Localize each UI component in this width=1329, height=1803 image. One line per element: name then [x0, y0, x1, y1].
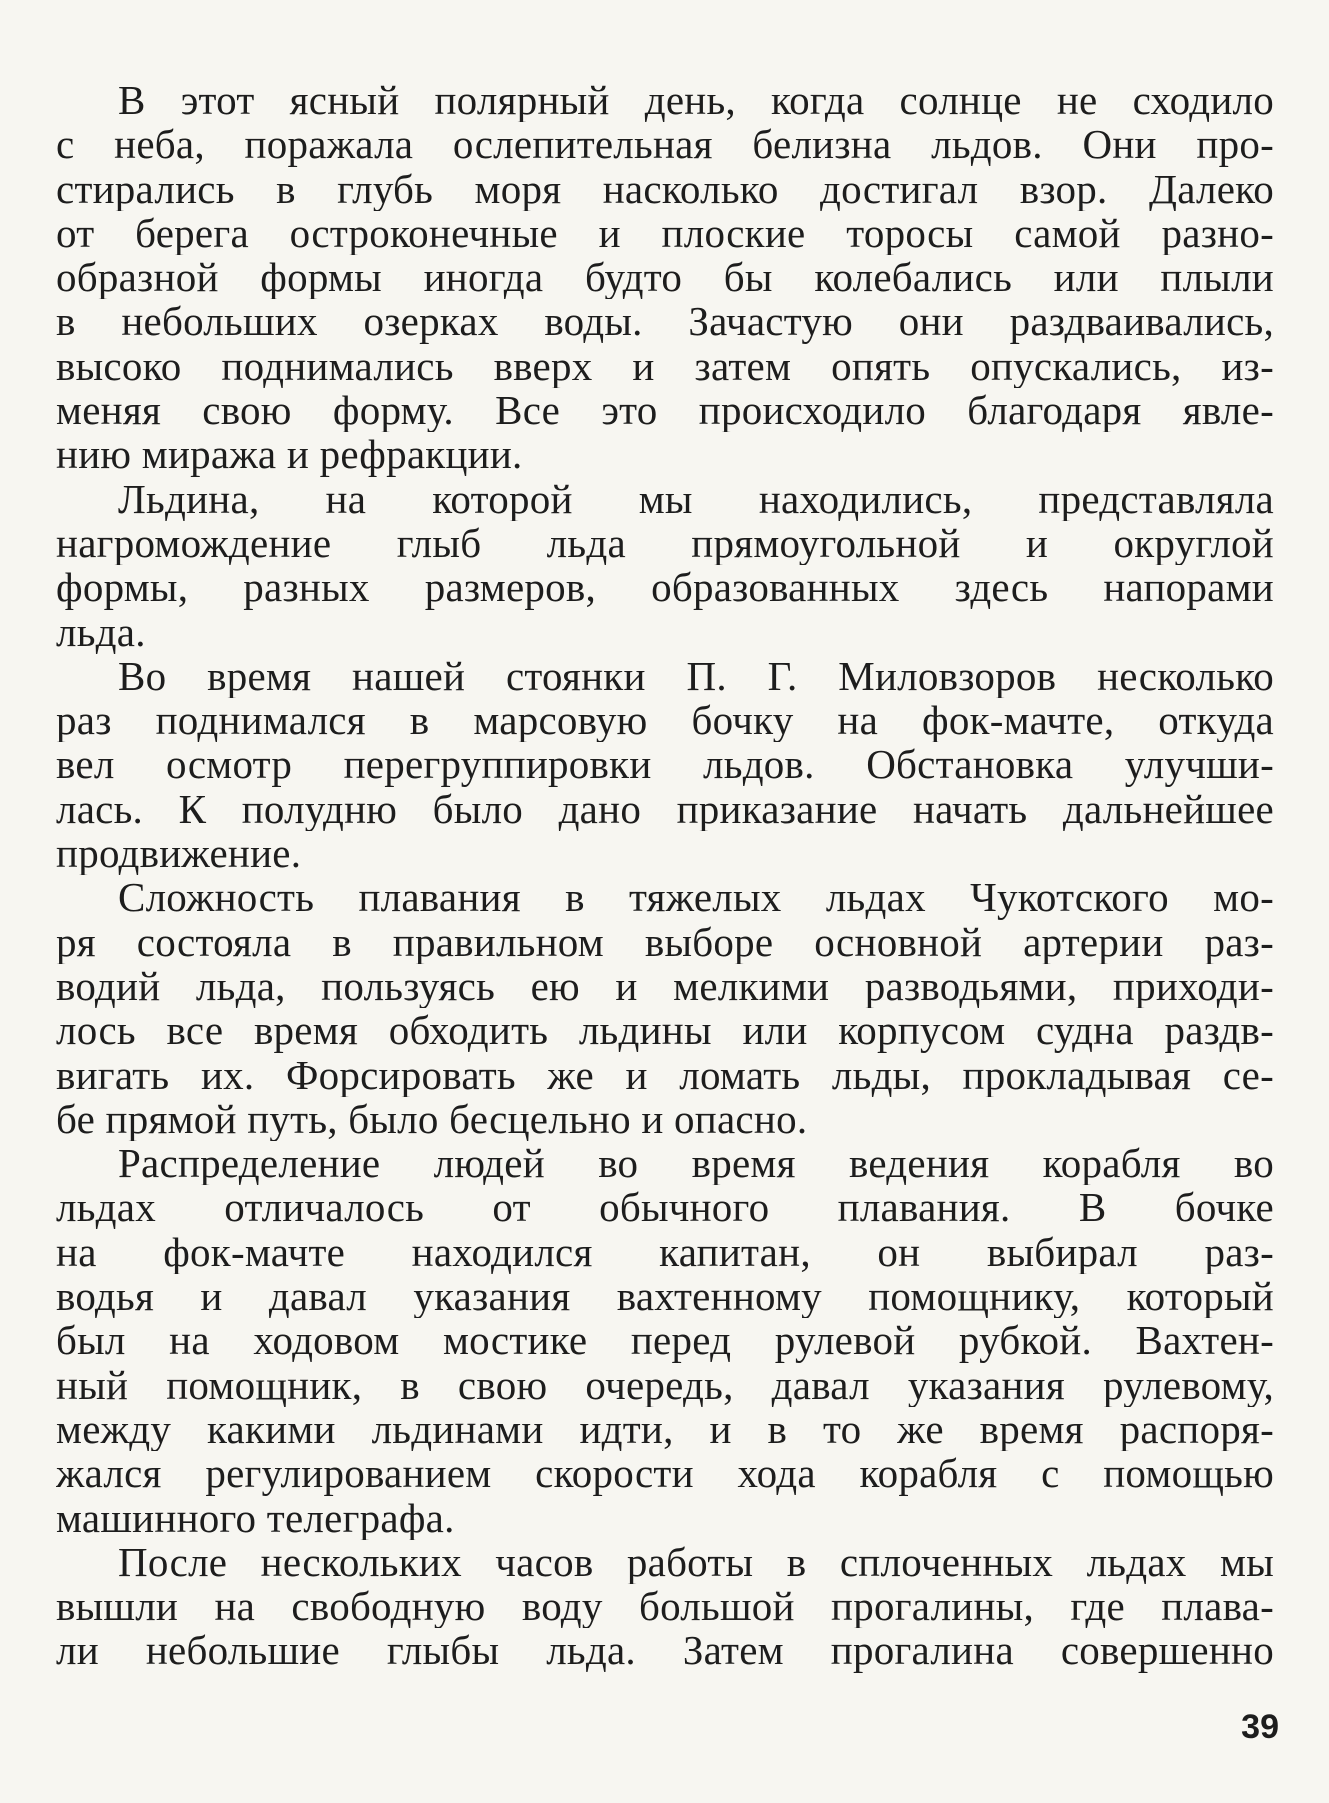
text-line: Льдина, на которой мы находились, представляла [118, 476, 1274, 521]
text-line: между какими льдинами идти, и в то же время распоря- [56, 1406, 1274, 1452]
text-line: льда. [56, 609, 146, 654]
text-line: стирались в глубь моря насколько достигал взор. Далеко [56, 166, 1274, 211]
text-line: ря состояла в правильном выборе основной артерии раз- [56, 919, 1274, 964]
text-line: водья и давал указания вахтенному помощнику, который [56, 1274, 1274, 1319]
text-line: В этот ясный полярный день, когда солнце не сходило [118, 78, 1274, 123]
text-line: ли небольшие глыбы льда. Затем прогалина совершенно [56, 1628, 1274, 1673]
text-line: ный помощник, в свою очередь, давал указания рулевому, [56, 1362, 1274, 1407]
text-line: жался регулированием скорости хода корабля с помощью [56, 1451, 1274, 1496]
paragraph [56, 875, 1274, 1141]
paragraph [56, 1141, 1274, 1540]
text-line: Распределение людей во время ведения корабля во [118, 1141, 1274, 1186]
text-line: водий льда, пользуясь ею и мелкими разводьями, приходи- [56, 963, 1274, 1009]
text-line: от берега остроконечные и плоские торосы самой разно- [56, 210, 1274, 256]
text-line: образной формы иногда будто бы колебались или плыли [56, 255, 1274, 300]
text-line: лось все время обходить льдины или корпусом судна раздв- [56, 1008, 1274, 1053]
text-line: меняя свою форму. Все это происходило благодаря явле- [56, 388, 1274, 433]
paragraph [56, 1540, 1274, 1673]
text-line: продвижение. [56, 831, 302, 876]
paragraph [56, 477, 1274, 654]
text-line: Во время нашей стоянки П. Г. Миловзоров несколько [118, 653, 1274, 699]
text-line: Сложность плавания в тяжелых льдах Чукотского мо- [118, 875, 1274, 920]
text-line: вел осмотр перегруппировки льдов. Обстановка улучши- [56, 742, 1274, 787]
text-line: был на ходовом мостике перед рулевой рубкой. Вахтен- [56, 1318, 1274, 1363]
text-line: бе прямой путь, было бесцельно и опасно. [56, 1096, 808, 1142]
text-line: машинного телеграфа. [56, 1495, 455, 1540]
text-line: раз поднимался в марсовую бочку на фок-мачте, откуда [56, 698, 1274, 743]
text-line: льдах отличалось от обычного плавания. В бочке [56, 1185, 1274, 1230]
text-line: вышли на свободную воду большой прогалины, где плава- [56, 1584, 1274, 1629]
text-line: После нескольких часов работы в сплоченных льдах мы [118, 1539, 1274, 1585]
text-line: вигать их. Форсировать же и ломать льды, прокладывая се- [56, 1052, 1274, 1097]
paragraph [56, 78, 1274, 477]
text-line: нагромождение глыб льда прямоугольной и округлой [56, 520, 1274, 566]
text-line: лась. К полудню было дано приказание начать дальнейшее [56, 786, 1274, 832]
page-number: 39 [1241, 1708, 1279, 1746]
text-line: высоко поднимались вверх и затем опять опускались, из- [56, 343, 1274, 389]
body-text [56, 78, 1274, 1673]
text-line: нию миража и рефракции. [56, 432, 523, 477]
text-line: формы, разных размеров, образованных здесь напорами [56, 565, 1274, 610]
text-line: в небольших озерках воды. Зачастую они раздваивались, [56, 299, 1274, 344]
text-line: с неба, поражала ослепительная белизна льдов. Они про- [56, 122, 1274, 167]
paragraph [56, 654, 1274, 875]
text-line: на фок-мачте находился капитан, он выбирал раз- [56, 1229, 1274, 1275]
